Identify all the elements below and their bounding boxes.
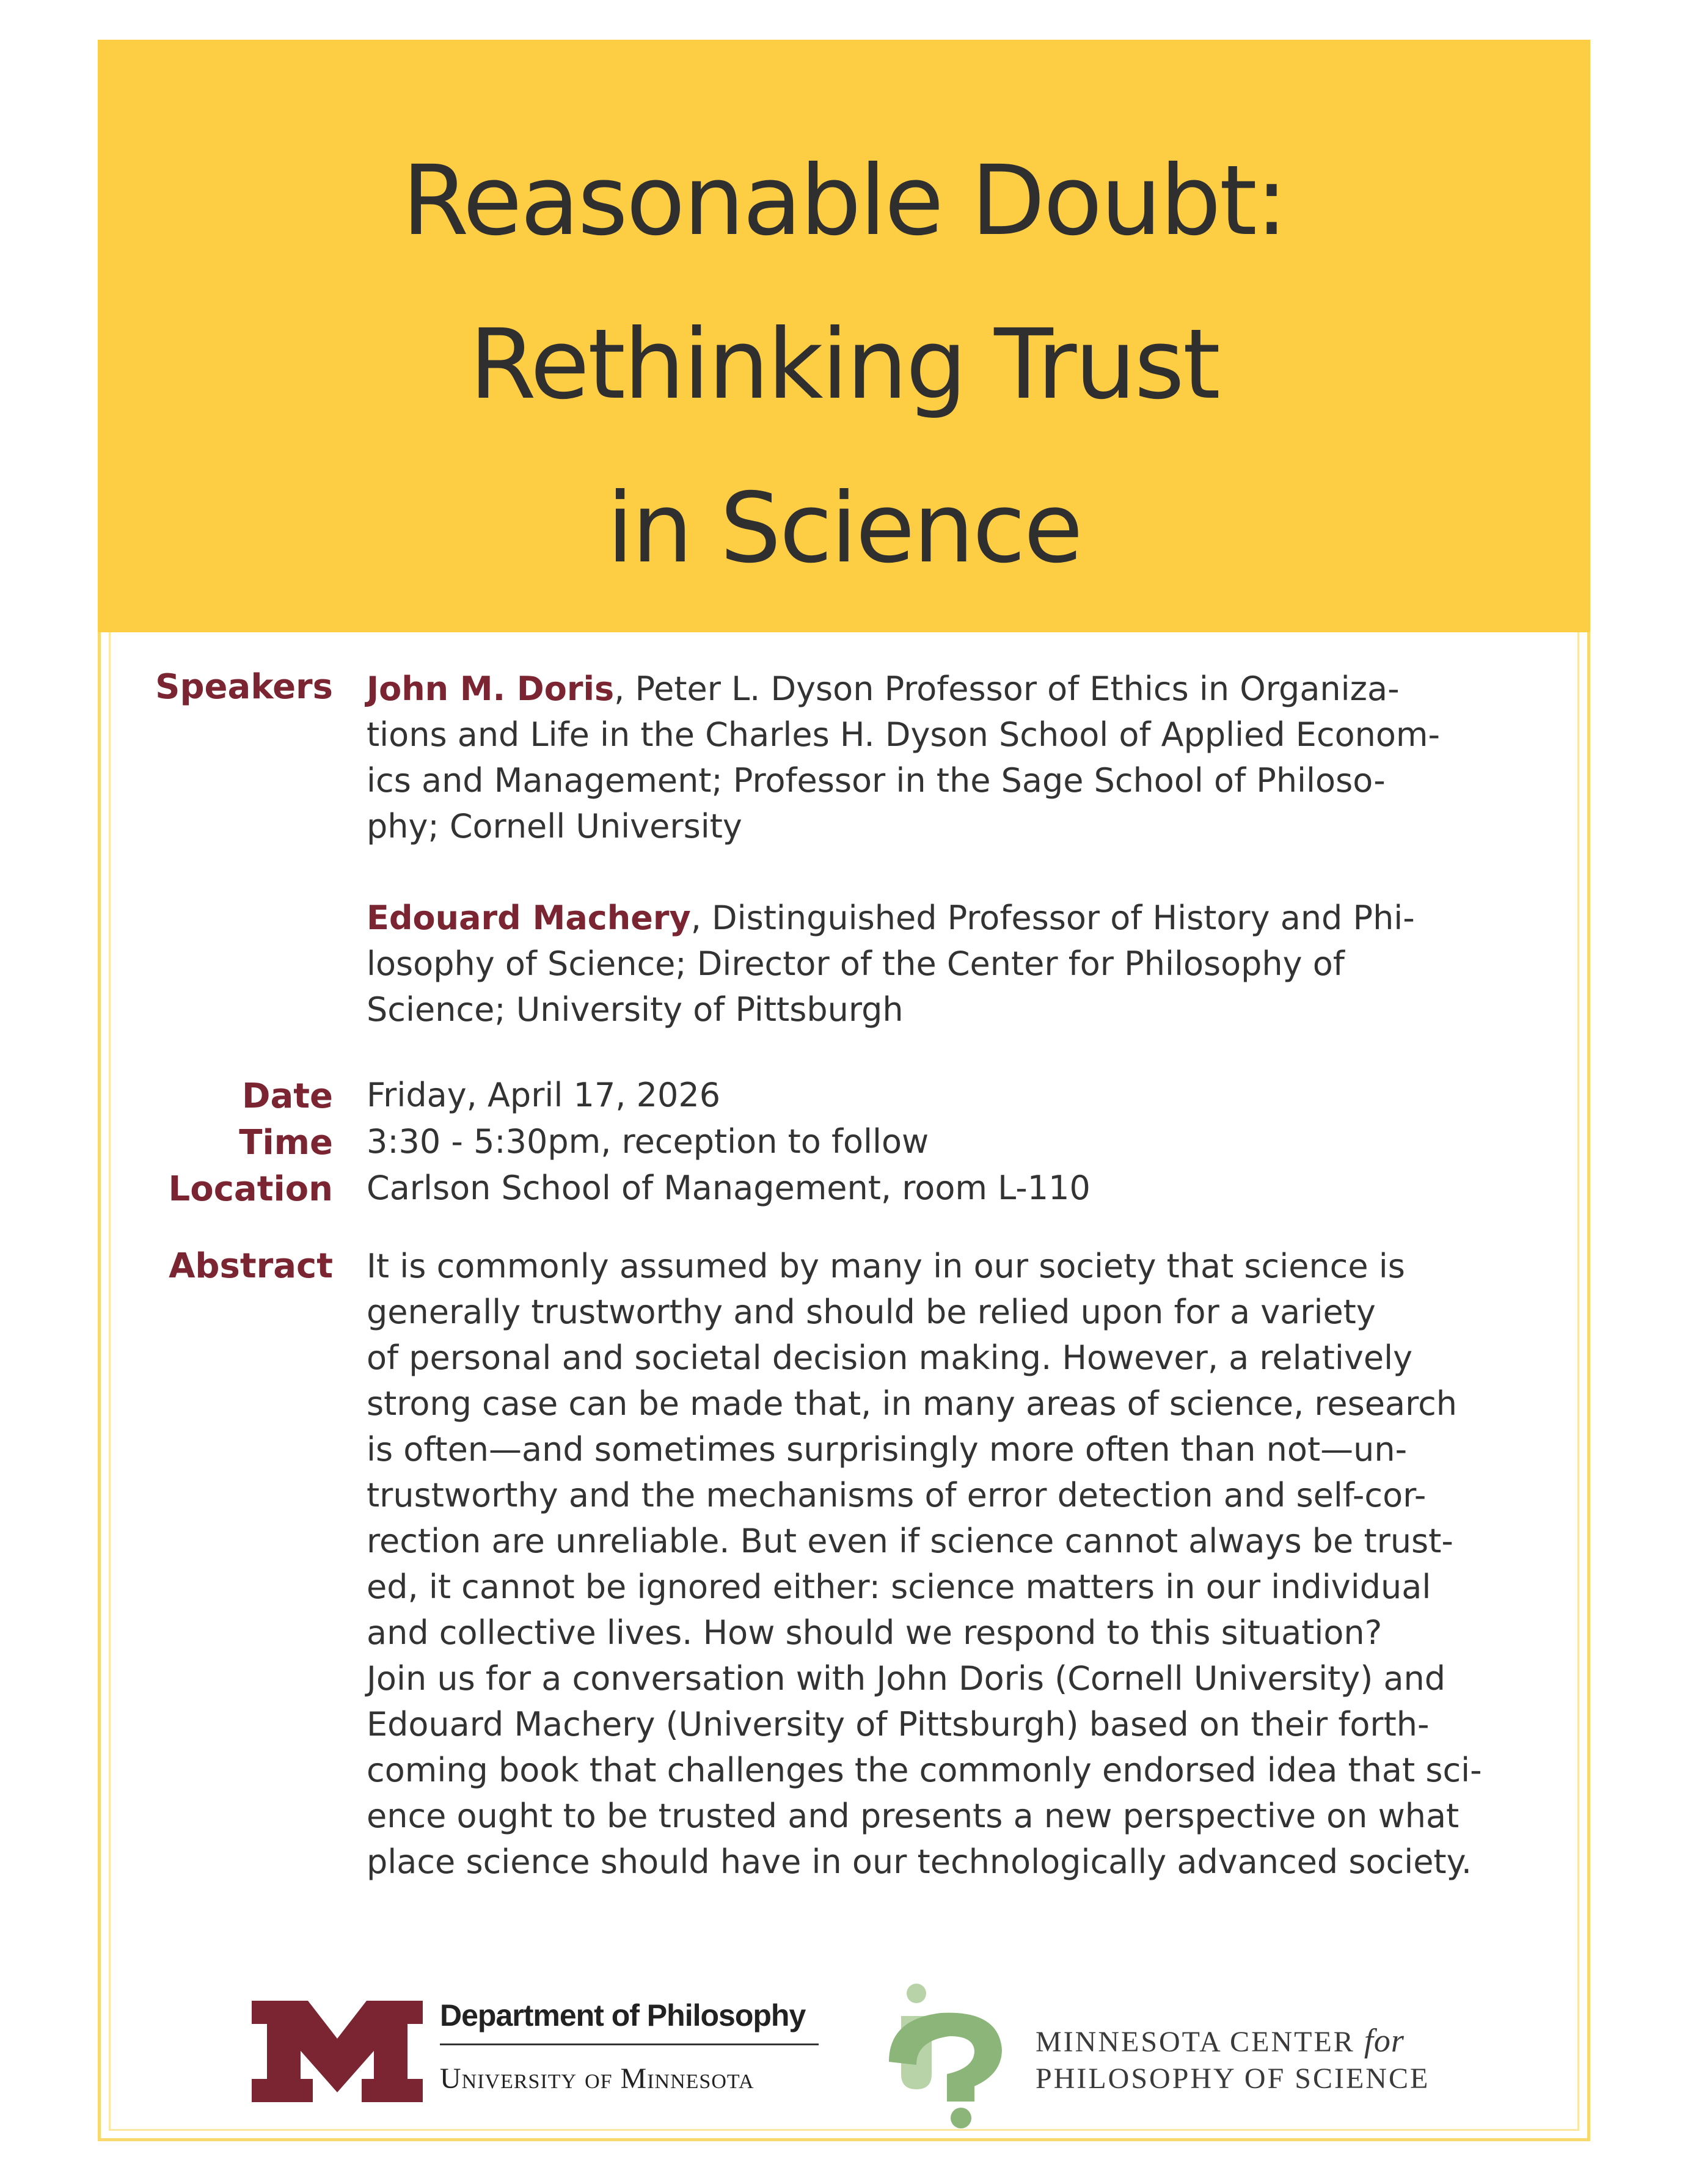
abstract-line: Edouard Machery (University of Pittsburgh) based on their forth- bbox=[367, 1705, 1430, 1744]
abstract-line: Join us for a conversation with John Doris (Cornell University) and bbox=[367, 1659, 1446, 1698]
abstract-line: strong case can be made that, in many areas of science, research bbox=[367, 1384, 1458, 1423]
location-value: Carlson School of Management, room L-110 bbox=[367, 1169, 1091, 1207]
speaker-line: tions and Life in the Charles H. Dyson School of Applied Econom- bbox=[367, 715, 1441, 754]
title-line: Rethinking Trust bbox=[469, 309, 1219, 421]
divider bbox=[440, 2043, 819, 2045]
speaker-doris bbox=[367, 666, 1527, 849]
date-value: Friday, April 17, 2026 bbox=[367, 1076, 721, 1114]
abstract-line: and collective lives. How should we respond to this situation? bbox=[367, 1613, 1383, 1652]
time-value: 3:30 - 5:30pm, reception to follow bbox=[367, 1122, 929, 1161]
speaker-line: Edouard Machery, Distinguished Professor of History and Phi- bbox=[367, 899, 1415, 937]
speaker-line: Science; University of Pittsburgh bbox=[367, 990, 904, 1029]
abstract-line: ence ought to be trusted and presents a new perspective on what bbox=[367, 1797, 1460, 1835]
speaker-name: Edouard Machery bbox=[367, 899, 691, 937]
speakers-label: Speakers bbox=[155, 667, 333, 707]
title-line: in Science bbox=[607, 472, 1081, 585]
abstract-line: is often—and sometimes surprisingly more often than not—un- bbox=[367, 1430, 1408, 1469]
center-name bbox=[1036, 2022, 1430, 2097]
speaker-machery bbox=[367, 895, 1527, 1032]
title-line: Reasonable Doubt: bbox=[401, 145, 1287, 257]
time-label: Time bbox=[239, 1123, 333, 1163]
abstract-line: ed, it cannot be ignored either: science matters in our individual bbox=[367, 1568, 1431, 1606]
location-label: Location bbox=[168, 1169, 333, 1209]
abstract-line: generally trustworthy and should be relied upon for a variety bbox=[367, 1293, 1376, 1331]
abstract-label: Abstract bbox=[169, 1246, 333, 1286]
abstract-line: It is commonly assumed by many in our society that science is bbox=[367, 1247, 1405, 1285]
speaker-name: John M. Doris bbox=[367, 670, 615, 708]
speaker-line: phy; Cornell University bbox=[367, 807, 742, 845]
abstract-line: place science should have in our technologically advanced society. bbox=[367, 1843, 1472, 1881]
center-name-line2: PHILOSOPHY OF SCIENCE bbox=[1036, 2062, 1430, 2095]
abstract-line: of personal and societal decision making. However, a relatively bbox=[367, 1339, 1413, 1377]
speaker-line: John M. Doris, Peter L. Dyson Professor of Ethics in Organiza- bbox=[367, 670, 1400, 708]
center-name-line1: MINNESOTA CENTER for bbox=[1036, 2022, 1405, 2059]
abstract-line: trustworthy and the mechanisms of error detection and self-cor- bbox=[367, 1476, 1427, 1514]
speaker-line: losophy of Science; Director of the Center for Philosophy of bbox=[367, 944, 1345, 983]
date-label: Date bbox=[241, 1076, 333, 1116]
mcps-logo bbox=[883, 1982, 1011, 2129]
abstract-body bbox=[367, 1243, 1527, 1885]
speaker-line: ics and Management; Professor in the Sage School of Philoso- bbox=[367, 761, 1386, 800]
umn-block-m-logo bbox=[252, 2001, 423, 2102]
abstract-line: rection are unreliable. But even if science cannot always be trust- bbox=[367, 1522, 1453, 1560]
event-title bbox=[98, 119, 1590, 610]
abstract-line: coming book that challenges the commonly endorsed idea that sci- bbox=[367, 1751, 1482, 1789]
university-name: University of Minnesota bbox=[440, 2062, 754, 2095]
department-name: Department of Philosophy bbox=[440, 1998, 806, 2032]
